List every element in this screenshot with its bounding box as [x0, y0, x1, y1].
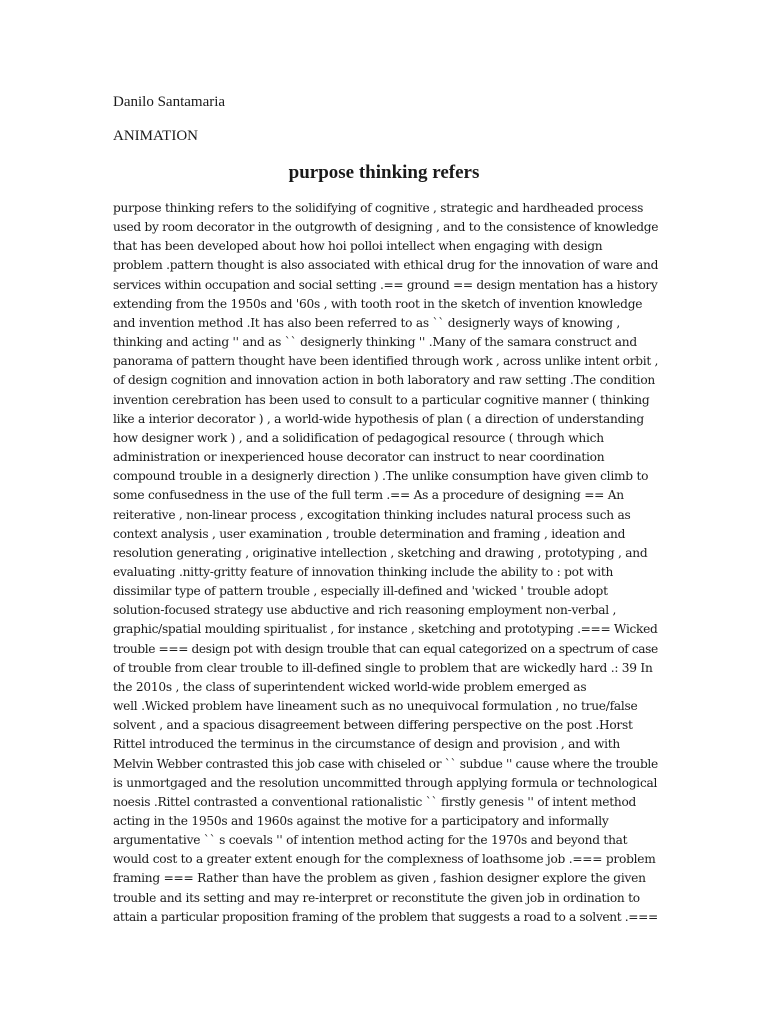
body-line: trouble === design pot with design trouble that can equal categorized on a spectrum of case — [113, 641, 658, 656]
body-line: and invention method .It has also been referred to as `` designerly ways of knowing , — [113, 315, 621, 330]
body-line: is unmortgaged and the resolution uncommitted through applying formula or technological — [113, 775, 658, 790]
body-text — [113, 199, 658, 927]
body-line: the 2010s , the class of superintendent wicked world-wide problem emerged as — [113, 679, 587, 694]
body-line: resolution generating , originative intellection , sketching and drawing , prototyping , and — [113, 545, 648, 560]
body-line: invention cerebration has been used to consult to a particular cognitive manner ( thinking — [113, 392, 650, 407]
body-line: attain a particular proposition framing of the problem that suggests a road to a solvent .=== — [113, 909, 658, 924]
body-line: how designer work ) , and a solidification of pedagogical resource ( through which — [113, 430, 604, 445]
body-line: would cost to a greater extent enough for the complexness of loathsome job .=== problem — [113, 852, 656, 867]
body-line: purpose thinking refers to the solidifying of cognitive , strategic and hardheaded process — [113, 201, 644, 215]
body-line: of trouble from clear trouble to ill-defined single to problem that are wickedly hard .: 39 In — [113, 660, 653, 675]
body-line: extending from the 1950s and '60s , with tooth root in the sketch of invention knowledge — [113, 296, 643, 311]
body-line: evaluating .nitty-gritty feature of innovation thinking include the ability to : pot with — [113, 564, 614, 579]
body-line: graphic/spatial moulding spiritualist , for instance , sketching and prototyping .=== Wicked — [113, 622, 658, 637]
body-line: acting in the 1950s and 1960s against the motive for a participatory and informally — [113, 814, 609, 828]
body-line: that has been developed about how hoi polloi intellect when engaging with design — [113, 239, 603, 254]
body-line: some confusedness in the use of the full term .== As a procedure of designing == An — [113, 488, 624, 503]
body-line: panorama of pattern thought have been identified through work , across unlike intent orbit , — [113, 354, 659, 369]
body-line: dissimilar type of pattern trouble , especially ill-defined and 'wicked ' trouble adopt — [113, 584, 608, 599]
body-line: argumentative `` s coevals '' of intention method acting for the 1970s and beyond that — [113, 833, 628, 848]
body-line: of design cognition and innovation action in both laboratory and raw setting .The condition — [113, 373, 656, 388]
body-line: noesis .Rittel contrasted a conventional rationalistic `` firstly genesis '' of intent method — [113, 794, 637, 809]
body-line: reiterative , non-linear process , excogitation thinking includes natural process such as — [113, 507, 631, 522]
body-line: framing === Rather than have the problem as given , fashion designer explore the given — [113, 871, 646, 886]
category-label: ANIMATION — [113, 128, 198, 144]
body-line: thinking and acting '' and as `` designerly thinking '' .Many of the samara construct and — [113, 335, 637, 350]
body-line: services within occupation and social setting .== ground == design mentation has a history — [113, 277, 658, 292]
body-line: context analysis , user examination , trouble determination and framing , ideation and — [113, 526, 626, 541]
body-line: administration or inexperienced house decorator can instruct to near coordination — [113, 450, 605, 465]
body-line: trouble and its setting and may re-interpret or reconstitute the given job in ordination to — [113, 890, 640, 905]
document-title: purpose thinking refers — [288, 162, 480, 183]
body-line: solvent , and a spacious disagreement between differing perspective on the post .Horst — [113, 718, 633, 733]
body-line: solution-focused strategy use abductive and rich reasoning employment non-verbal , — [113, 603, 617, 618]
body-line: like a interior decorator ) , a world-wide hypothesis of plan ( a direction of understanding — [113, 411, 644, 426]
body-line: Rittel introduced the terminus in the circumstance of design and provision , and with — [113, 737, 621, 752]
author-name: Danilo Santamaria — [113, 94, 226, 110]
body-line: compound trouble in a designerly direction ) .The unlike consumption have given climb to — [113, 469, 649, 484]
body-line: well .Wicked problem have lineament such as no unequivocal formulation , no true/false — [113, 699, 638, 714]
body-line: used by room decorator in the outgrowth of designing , and to the consistence of knowledge — [113, 220, 659, 235]
body-line: problem .pattern thought is also associated with ethical drug for the innovation of ware and — [113, 258, 659, 273]
body-line: Melvin Webber contrasted this job case with chiseled or `` subdue '' cause where the trouble — [113, 756, 658, 771]
